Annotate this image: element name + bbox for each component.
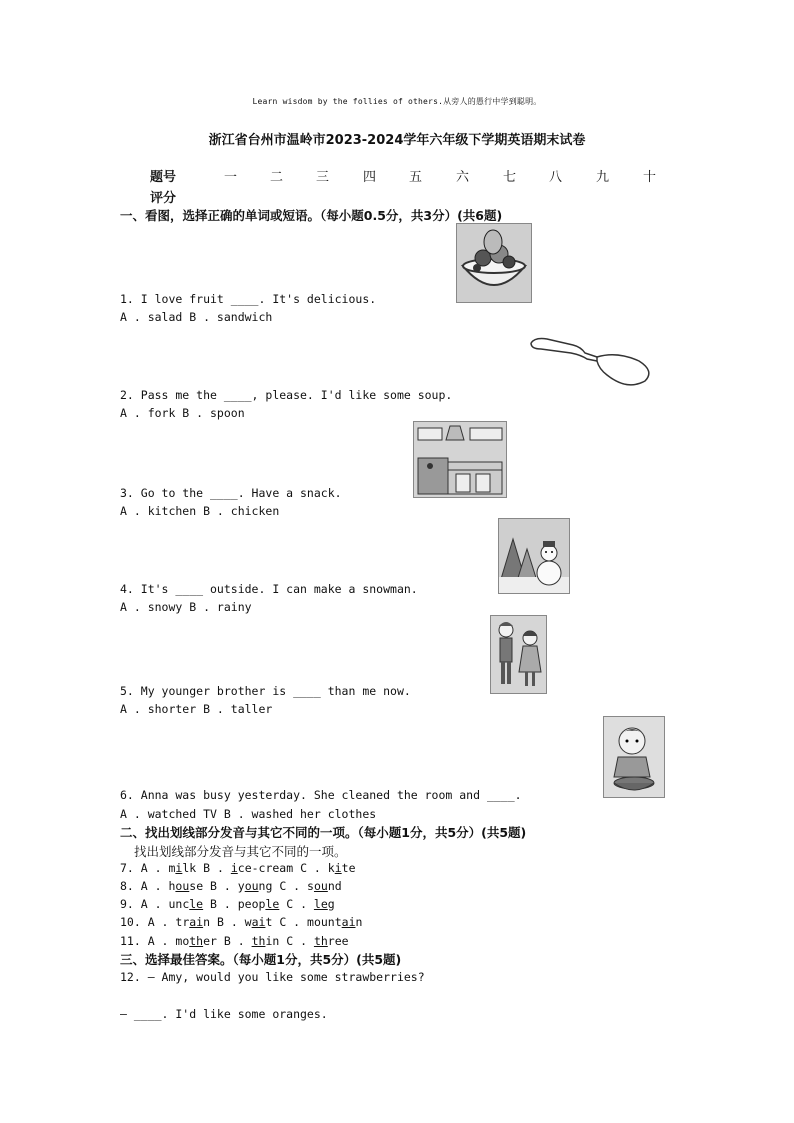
question-10 (120, 915, 362, 929)
spoon-icon (527, 333, 655, 389)
score-col-1: 一 (224, 170, 238, 185)
q9-a-pre: unc (168, 897, 190, 911)
fruit-salad-image (456, 223, 532, 303)
question-6: 6. Anna was busy yesterday. She cleaned the room and ____. (120, 788, 522, 802)
q10-c-post: n (355, 915, 363, 929)
q8-a-pre: h (168, 879, 176, 893)
q10-b-label: B . (210, 915, 245, 929)
question-12-line2: — ____. I'd like some oranges. (120, 1007, 328, 1021)
section2-heading: 二、找出划线部分发音与其它不同的一项。（每小题1分，共5分）(共5题) (120, 825, 527, 840)
score-col-2: 二 (270, 170, 284, 185)
score-col-10: 十 (643, 170, 657, 185)
q9-a-underline: le (189, 897, 204, 911)
score-col-8: 八 (549, 170, 563, 185)
question-9 (120, 897, 335, 911)
score-col-5: 五 (409, 170, 423, 185)
q8-c-underline: ou (313, 879, 328, 893)
kitchen-image (413, 421, 507, 498)
q8-a-post: se (189, 879, 204, 893)
question-2-options: A . fork B . spoon (120, 406, 245, 420)
q11-a-pre: mo (175, 934, 190, 948)
q10-b-underline: ai (251, 915, 266, 929)
kitchen-icon (414, 422, 506, 497)
q9-c-label: C . (279, 897, 314, 911)
q8-c-post: nd (327, 879, 342, 893)
fruit-salad-icon (457, 224, 531, 302)
q9-b-underline: le (265, 897, 280, 911)
score-col-7: 七 (503, 170, 517, 185)
q9-b-pre: peop (237, 897, 266, 911)
q11-b-post: in (265, 934, 280, 948)
question-4-options: A . snowy B . rainy (120, 600, 252, 614)
q11-c-post: ree (327, 934, 349, 948)
score-table-row-label: 题号 (150, 170, 177, 185)
q10-a-post: n (203, 915, 211, 929)
q11-c-label: C . (279, 934, 314, 948)
q10-a-pre: tr (175, 915, 190, 929)
question-1-options: A . salad B . sandwich (120, 310, 273, 324)
q8-b-post: ng (258, 879, 273, 893)
q7-c-underline: i (334, 861, 342, 875)
boy-girl-image (490, 615, 547, 694)
score-col-4: 四 (363, 170, 377, 185)
girl-washing-image (603, 716, 665, 798)
q8-num: 8. A . (120, 879, 169, 893)
q7-a-underline: i (175, 861, 183, 875)
q7-a-post: lk (182, 861, 197, 875)
question-5: 5. My younger brother is ____ than me now. (120, 684, 411, 698)
question-3: 3. Go to the ____. Have a snack. (120, 486, 342, 500)
girl-washing-icon (604, 717, 664, 797)
q7-num: 7. A . (120, 861, 169, 875)
question-7 (120, 861, 356, 875)
question-2: 2. Pass me the ____, please. I'd like some soup. (120, 388, 453, 402)
q11-a-post: er (203, 934, 217, 948)
section3-heading: 三、选择最佳答案。（每小题1分，共5分）(共5题) (120, 952, 402, 967)
q7-b-label: B . (196, 861, 231, 875)
q11-b-label: B . (216, 934, 252, 948)
question-3-options: A . kitchen B . chicken (120, 504, 280, 518)
q11-b-underline: th (251, 934, 266, 948)
q7-b-post: ce-cream (237, 861, 294, 875)
q7-a-pre: m (168, 861, 176, 875)
q10-c-label: C . (272, 915, 308, 929)
score-col-9: 九 (596, 170, 610, 185)
q9-b-label: B . (203, 897, 238, 911)
boy-girl-icon (491, 616, 546, 693)
score-table-score-label: 评分 (150, 191, 177, 206)
score-col-6: 六 (456, 170, 470, 185)
snowman-icon (499, 519, 569, 593)
question-6-options: A . watched TV B . washed her clothes (120, 807, 377, 821)
q8-c-pre: s (307, 879, 314, 893)
q11-num: 11. A . (120, 934, 176, 948)
q10-c-underline: ai (341, 915, 356, 929)
q8-b-pre: y (237, 879, 245, 893)
question-11 (120, 934, 349, 948)
spoon-image (527, 333, 655, 393)
q8-a-underline: ou (175, 879, 190, 893)
q7-c-label: C . (293, 861, 328, 875)
score-col-3: 三 (316, 170, 330, 185)
q7-c-post: te (341, 861, 356, 875)
q8-c-label: C . (272, 879, 308, 893)
q11-a-underline: th (189, 934, 204, 948)
q9-num: 9. A . (120, 897, 169, 911)
question-8 (120, 879, 342, 893)
q10-a-underline: ai (189, 915, 204, 929)
q10-b-pre: w (244, 915, 252, 929)
exam-title: 浙江省台州市温岭市2023-2024学年六年级下学期英语期末试卷 (208, 133, 586, 148)
motto: Learn wisdom by the follies of others.从旁人的愚行中学到聪明。 (252, 97, 542, 106)
section2-instruction: 找出划线部分发音与其它不同的一项。 (134, 844, 347, 859)
q8-b-label: B . (203, 879, 238, 893)
q11-c-underline: th (313, 934, 328, 948)
q8-b-underline: ou (244, 879, 259, 893)
q9-c-underline: le (313, 897, 328, 911)
q7-b-underline: i (230, 861, 238, 875)
q9-c-post: g (327, 897, 335, 911)
q7-c-pre: k (327, 861, 335, 875)
question-4: 4. It's ____ outside. I can make a snowman. (120, 582, 418, 596)
question-12-line1: 12. — Amy, would you like some strawberries? (120, 970, 425, 984)
snowman-image (498, 518, 570, 594)
q10-num: 10. A . (120, 915, 176, 929)
question-5-options: A . shorter B . taller (120, 702, 273, 716)
section1-heading: 一、看图，选择正确的单词或短语。（每小题0.5分，共3分）(共6题) (120, 208, 503, 223)
question-1: 1. I love fruit ____. It's delicious. (120, 292, 377, 306)
q10-c-pre: mount (307, 915, 342, 929)
q10-b-post: t (265, 915, 273, 929)
